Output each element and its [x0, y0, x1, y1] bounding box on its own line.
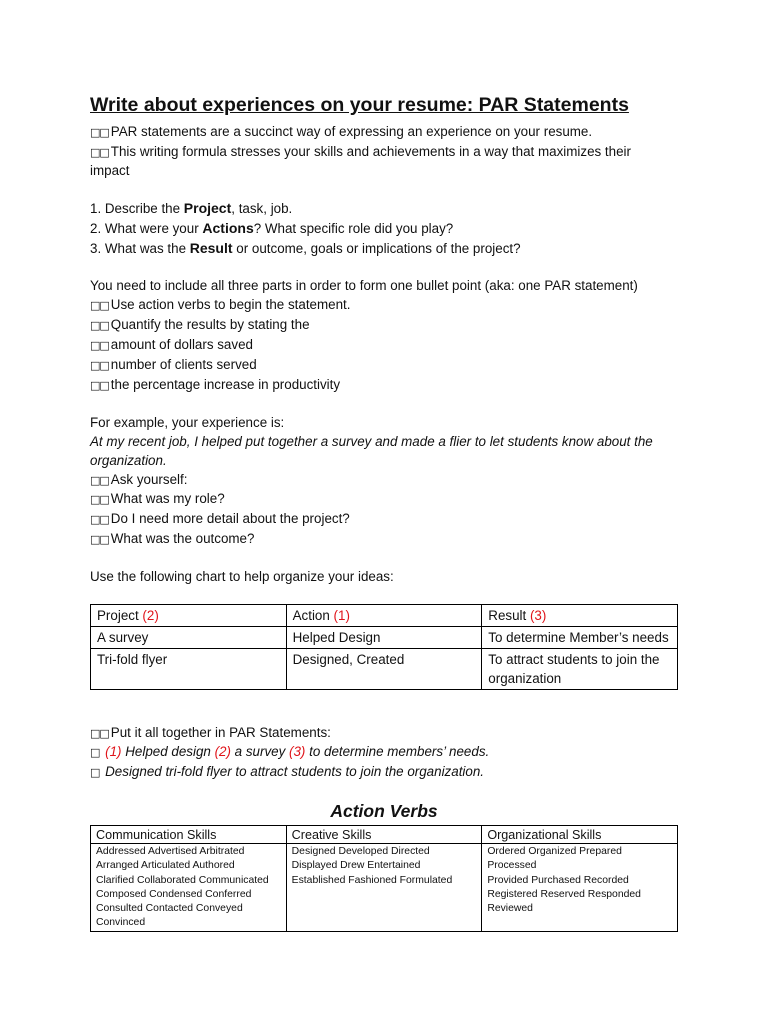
- bullet-icon: □□: [90, 533, 109, 546]
- action-verbs-row: [91, 844, 678, 932]
- question-item: □□ What was my role?: [90, 491, 225, 506]
- bullet-icon: □□: [90, 727, 109, 740]
- organizational-verbs: Ordered Organized Prepared Processed Provided Purchased Recorded Registered Reserved Responded Reviewed: [482, 844, 678, 932]
- bullet-icon: □□: [90, 299, 109, 312]
- par-table: [90, 604, 678, 690]
- creative-verbs: Designed Developed Directed Displayed Drew Entertained Established Fashioned Formulated: [286, 844, 482, 932]
- tip-item: □□ the percentage increase in productivity: [90, 377, 341, 392]
- page-title: Write about experiences on your resume: PAR Statements: [90, 94, 629, 116]
- intro-line-2: □□ This writing formula stresses your skills and achievements in a way that maximizes their: [90, 144, 631, 159]
- par-statement-1: □ (1) Helped design (2) a survey (3) to determine members’ needs.: [90, 744, 490, 759]
- table-cell: To determine Member’s needs: [482, 627, 678, 649]
- bullet-icon: □: [90, 746, 100, 759]
- bullet-icon: □□: [90, 146, 109, 159]
- action-verbs-title: Action Verbs: [330, 801, 438, 821]
- need-text: You need to include all three parts in order to form one bullet point (aka: one PAR statement): [90, 278, 638, 293]
- par-statement-2: □ Designed tri-fold flyer to attract students to join the organization.: [90, 764, 485, 779]
- table-cell: Tri-fold flyer: [91, 649, 287, 690]
- tip-item: □□ number of clients served: [90, 357, 257, 372]
- bullet-icon: □: [90, 766, 100, 779]
- bullet-icon: □□: [90, 359, 109, 372]
- table-cell: A survey: [91, 627, 287, 649]
- header-project: Project (2): [91, 605, 287, 627]
- question-item: □□ Do I need more detail about the project?: [90, 511, 350, 526]
- step-1: 1. Describe the Project, task, job.: [90, 200, 293, 216]
- question-item: □□ What was the outcome?: [90, 531, 255, 546]
- table-row: [91, 649, 678, 690]
- header-communication: Communication Skills: [91, 826, 287, 844]
- example-italic-1: At my recent job, I helped put together a survey and made a flier to let students know about the: [90, 434, 653, 449]
- table-cell: Helped Design: [286, 627, 482, 649]
- question-item: □□ Ask yourself:: [90, 472, 188, 487]
- step-3: 3. What was the Result or outcome, goals or implications of the project?: [90, 240, 521, 256]
- intro-line-1: □□ PAR statements are a succinct way of expressing an experience on your resume.: [90, 124, 593, 139]
- par-table-header: [91, 605, 678, 627]
- communication-verbs: Addressed Advertised Arbitrated Arranged Articulated Authored Clarified Collaborated Communicated Composed Condensed Conferred Consulted Contacted Conveyed Convinced: [91, 844, 287, 932]
- table-row: [91, 627, 678, 649]
- bullet-icon: □□: [90, 474, 109, 487]
- bullet-icon: □□: [90, 126, 109, 139]
- header-creative: Creative Skills: [286, 826, 482, 844]
- together-lead: □□ Put it all together in PAR Statements:: [90, 725, 331, 740]
- chart-intro: Use the following chart to help organize your ideas:: [90, 569, 394, 584]
- tip-item: □□ Use action verbs to begin the statement.: [90, 297, 351, 312]
- tip-item: □□ Quantify the results by stating the: [90, 317, 310, 332]
- action-verbs-table: [90, 825, 678, 932]
- bullet-icon: □□: [90, 493, 109, 506]
- example-italic-2: organization.: [90, 453, 167, 468]
- header-result: Result (3): [482, 605, 678, 627]
- header-organizational: Organizational Skills: [482, 826, 678, 844]
- bullet-icon: □□: [90, 319, 109, 332]
- tip-item: □□ amount of dollars saved: [90, 337, 253, 352]
- bullet-icon: □□: [90, 513, 109, 526]
- action-verbs-header: [91, 826, 678, 844]
- example-lead: For example, your experience is:: [90, 415, 285, 430]
- header-action: Action (1): [286, 605, 482, 627]
- table-cell: To attract students to join the organization: [482, 649, 678, 690]
- step-2: 2. What were your Actions? What specific role did you play?: [90, 220, 454, 236]
- bullet-icon: □□: [90, 339, 109, 352]
- bullet-icon: □□: [90, 379, 109, 392]
- intro-line-3: impact: [90, 163, 130, 178]
- table-cell: Designed, Created: [286, 649, 482, 690]
